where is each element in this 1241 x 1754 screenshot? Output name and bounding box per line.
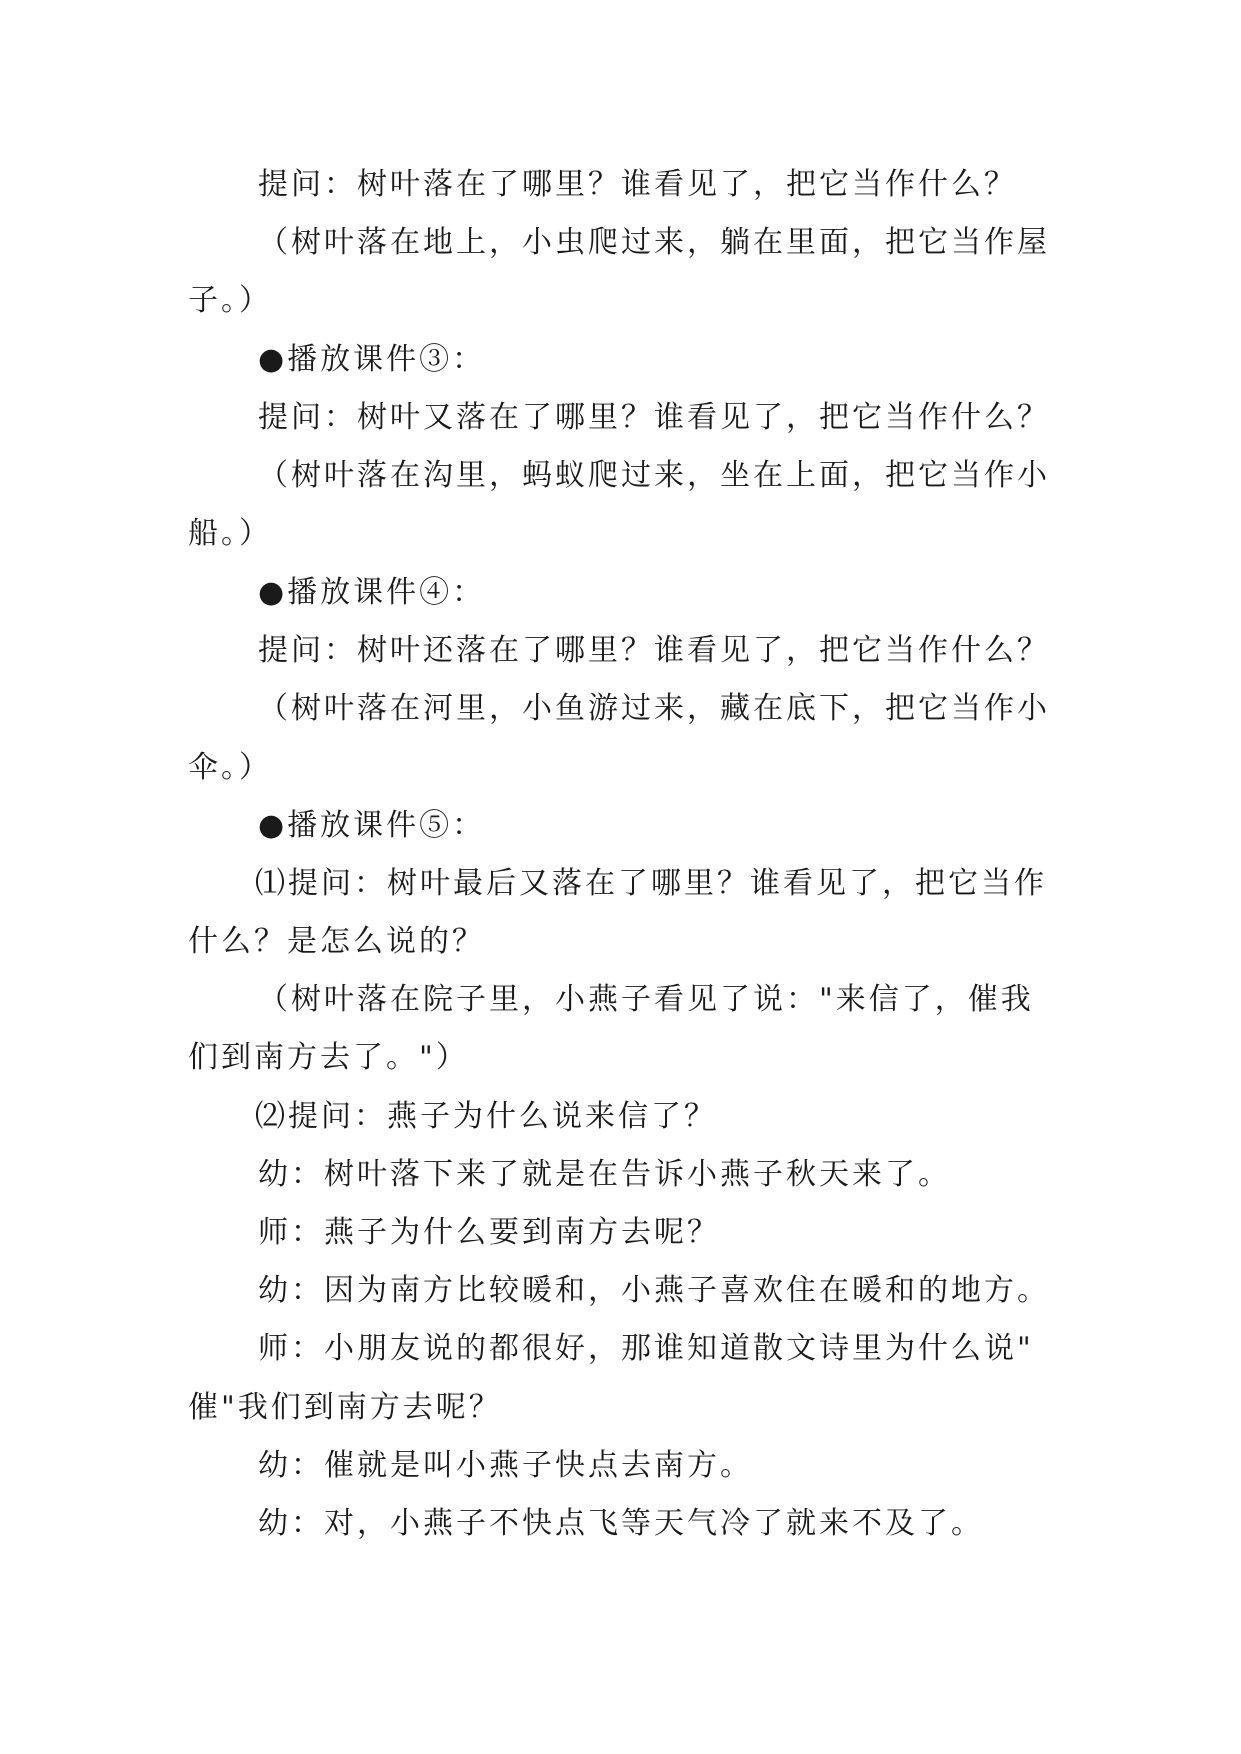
text-line: ●播放课件⑤：	[258, 808, 486, 843]
text-line: 提问：树叶落在了哪里？谁看见了，把它当作什么？	[258, 167, 1017, 202]
text-line: 提问：树叶又落在了哪里？谁看见了，把它当作什么？	[258, 400, 1050, 435]
text-line: 催"我们到南方去呢？	[188, 1390, 502, 1425]
text-line: （树叶落在地上，小虫爬过来，躺在里面，把它当作屋	[258, 225, 1050, 260]
text-line: ⑵提问：燕子为什么说来信了？	[255, 1099, 717, 1134]
text-line: 幼：树叶落下来了就是在告诉小燕子秋天来了。	[258, 1157, 951, 1192]
text-line: 幼：对，小燕子不快点飞等天气冷了就来不及了。	[258, 1506, 984, 1541]
text-line: 师：小朋友说的都很好，那谁知道散文诗里为什么说"	[258, 1331, 1034, 1366]
text-line: 提问：树叶还落在了哪里？谁看见了，把它当作什么？	[258, 633, 1050, 668]
text-line: ⑴提问：树叶最后又落在了哪里？谁看见了，把它当作	[255, 866, 1047, 901]
text-line: （树叶落在院子里，小燕子看见了说："来信了，催我	[258, 982, 1034, 1017]
text-line: 幼：催就是叫小燕子快点去南方。	[258, 1448, 753, 1483]
text-line: （树叶落在河里，小鱼游过来，藏在底下，把它当作小	[258, 691, 1050, 726]
text-line: 什么？是怎么说的？	[188, 924, 485, 959]
text-line: 幼：因为南方比较暖和，小燕子喜欢住在暖和的地方。	[258, 1273, 1050, 1308]
text-line: 伞。）	[188, 750, 272, 785]
text-line: 们到南方去了。"）	[188, 1040, 469, 1075]
text-line: 子。）	[188, 283, 272, 318]
text-line: 师：燕子为什么要到南方去呢？	[258, 1215, 720, 1250]
text-line: ●播放课件③：	[258, 342, 486, 377]
text-line: 船。）	[188, 516, 272, 551]
text-line: （树叶落在沟里，蚂蚁爬过来，坐在上面，把它当作小	[258, 458, 1050, 493]
text-line: ●播放课件④：	[258, 575, 486, 610]
